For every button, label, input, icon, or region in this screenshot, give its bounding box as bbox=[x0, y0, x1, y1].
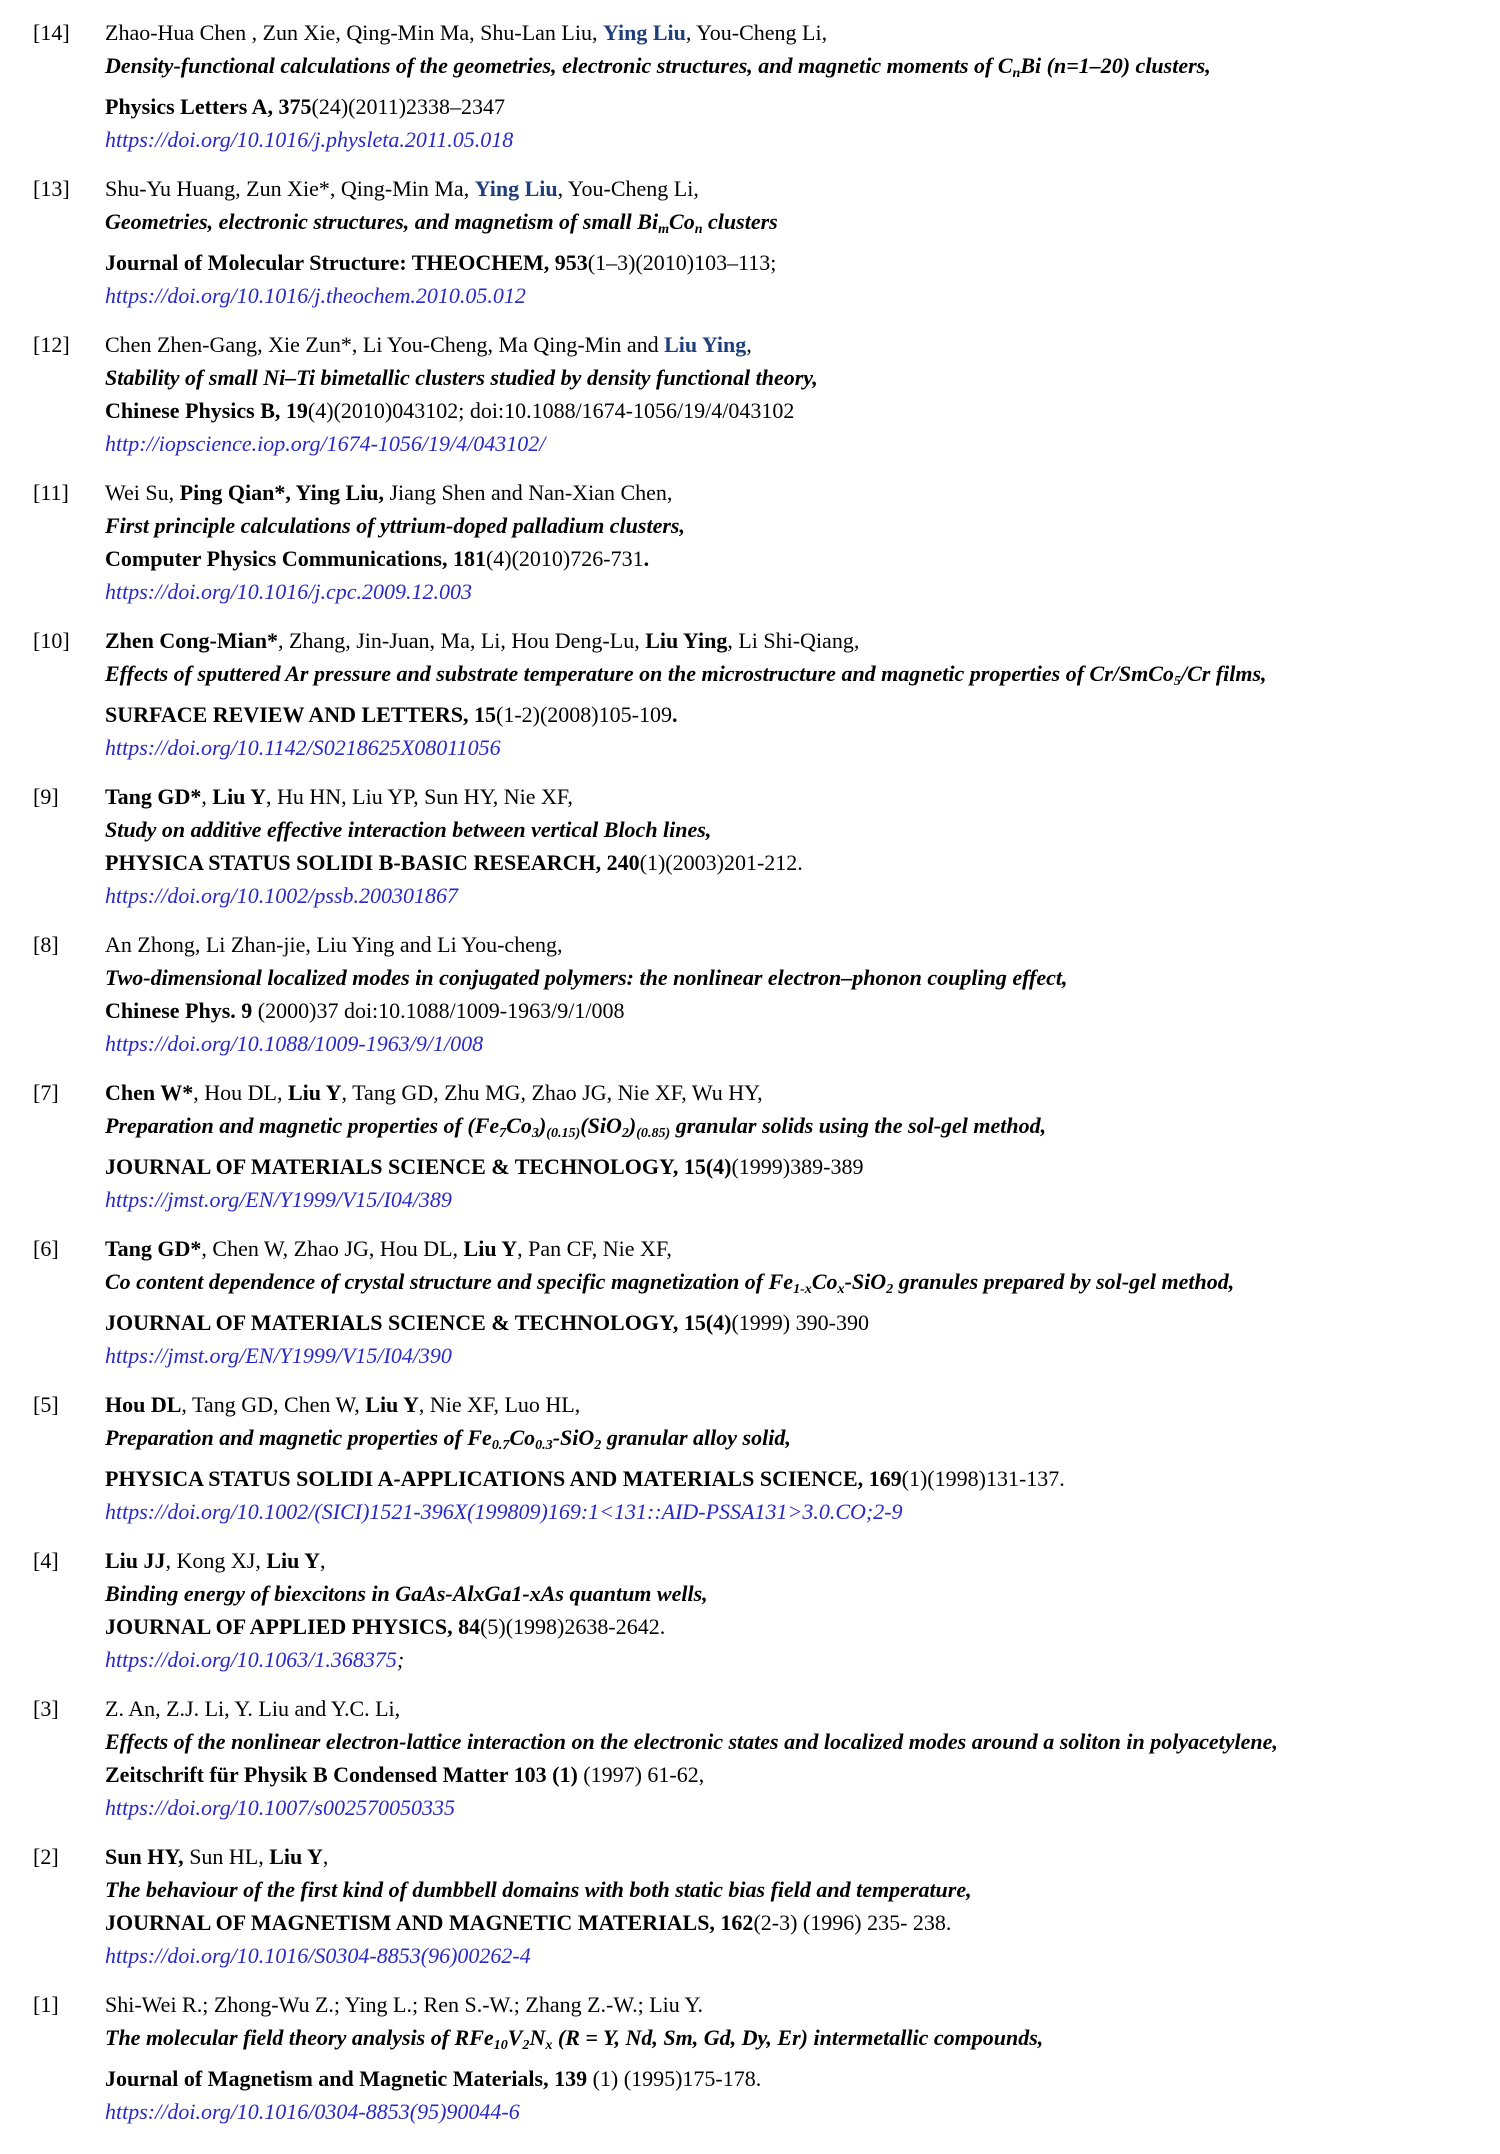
authors-segment: , bbox=[201, 783, 213, 809]
reference-number: [6] bbox=[33, 1235, 59, 1261]
authors-segment: Ying Liu bbox=[602, 20, 686, 45]
journal-segment: . bbox=[671, 701, 678, 727]
authors-segment: Zhen Cong-Mian* bbox=[105, 627, 278, 653]
title-line bbox=[105, 361, 1490, 394]
reference-body bbox=[105, 1544, 1490, 1676]
authors-segment: , Chen W, Zhao JG, Hou DL, bbox=[201, 1235, 464, 1261]
reference-item bbox=[33, 1840, 1490, 1972]
journal-line bbox=[105, 1906, 1490, 1939]
title-segment: 2 bbox=[886, 1280, 894, 1297]
journal-line bbox=[105, 1758, 1490, 1791]
journal-segment: (1997) 61-62, bbox=[577, 1761, 705, 1787]
title-segment: Geometries, electronic structures, and magnetism of small Bi bbox=[105, 208, 659, 234]
title-line bbox=[105, 1265, 1490, 1306]
journal-segment: Zeitschrift für Physik B Condensed Matter 103 (1) bbox=[105, 1761, 578, 1787]
link-line bbox=[105, 1939, 1490, 1972]
title-segment: -SiO bbox=[552, 1424, 595, 1450]
authors-segment: Liu Y bbox=[212, 783, 266, 809]
doi-link[interactable]: https://doi.org/10.1016/j.theochem.2010.05.012 bbox=[105, 282, 526, 308]
journal-segment: (2000)37 doi:10.1088/1009-1963/9/1/008 bbox=[252, 997, 625, 1023]
authors-segment: Liu Ying bbox=[664, 331, 747, 357]
link-line bbox=[105, 1495, 1490, 1528]
reference-item bbox=[33, 624, 1490, 764]
authors-segment: , bbox=[746, 331, 752, 357]
link-line bbox=[105, 879, 1490, 912]
authors-segment: Shu-Yu Huang, Zun Xie*, Qing-Min Ma, bbox=[105, 175, 475, 201]
title-segment: 2 bbox=[594, 1436, 602, 1453]
reference-body bbox=[105, 172, 1490, 312]
title-segment: Co bbox=[811, 1268, 838, 1294]
doi-link[interactable]: https://doi.org/10.1016/0304-8853(95)90044-6 bbox=[105, 2098, 520, 2124]
journal-segment: PHYSICA STATUS SOLIDI B-BASIC RESEARCH, 240 bbox=[105, 849, 640, 875]
authors-segment: Jiang Shen and Nan-Xian Chen, bbox=[384, 479, 673, 505]
authors-segment: , Pan CF, Nie XF, bbox=[517, 1235, 672, 1261]
title-segment: First principle calculations of yttrium-doped palladium clusters, bbox=[105, 512, 685, 538]
title-segment: ) bbox=[538, 1112, 547, 1138]
title-line bbox=[105, 1577, 1490, 1610]
reference-list bbox=[33, 16, 1490, 2128]
authors-segment: , Hu HN, Liu YP, Sun HY, Nie XF, bbox=[265, 783, 573, 809]
authors-segment: Z. An, Z.J. Li, Y. Liu and Y.C. Li, bbox=[105, 1695, 401, 1721]
doi-link[interactable]: https://jmst.org/EN/Y1999/V15/I04/390 bbox=[105, 1342, 452, 1368]
doi-link[interactable]: http://iopscience.iop.org/1674-1056/19/4/043102/ bbox=[105, 430, 546, 456]
title-line bbox=[105, 1421, 1490, 1462]
authors-segment: Liu Ying bbox=[645, 627, 728, 653]
title-line bbox=[105, 205, 1490, 246]
authors-line bbox=[105, 780, 1490, 813]
reference-body bbox=[105, 624, 1490, 764]
authors-segment: Liu Y bbox=[287, 1079, 342, 1105]
title-segment: Preparation and magnetic properties of (Fe bbox=[105, 1112, 500, 1138]
reference-item bbox=[33, 780, 1490, 912]
journal-line bbox=[105, 542, 1490, 575]
reference-item bbox=[33, 1988, 1490, 2128]
authors-segment: , bbox=[322, 1843, 329, 1869]
journal-segment: (5)(1998)2638-2642. bbox=[480, 1613, 666, 1639]
journal-segment: Computer Physics Communications, 181 bbox=[105, 545, 486, 571]
link-line bbox=[105, 1791, 1490, 1824]
journal-line bbox=[105, 1462, 1490, 1495]
title-segment: Stability of small Ni–Ti bimetallic clusters studied by density functional theory, bbox=[105, 364, 818, 390]
link-line bbox=[105, 575, 1490, 608]
reference-number: [13] bbox=[33, 175, 70, 201]
title-segment: 7 bbox=[499, 1124, 507, 1141]
journal-line bbox=[105, 1610, 1490, 1643]
authors-line bbox=[105, 1544, 1490, 1577]
journal-segment: (4)(2010)043102; doi:10.1088/1674-1056/19/4/043102 bbox=[307, 397, 795, 423]
title-segment: The molecular field theory analysis of RFe bbox=[105, 2024, 494, 2050]
title-line bbox=[105, 49, 1490, 90]
title-segment: Study on additive effective interaction between vertical Bloch lines, bbox=[105, 816, 712, 842]
title-segment: n bbox=[694, 220, 703, 237]
link-line bbox=[105, 2095, 1490, 2128]
reference-item bbox=[33, 328, 1490, 460]
reference-body bbox=[105, 1840, 1490, 1972]
reference-body bbox=[105, 1988, 1490, 2128]
title-segment: granules prepared by sol-gel method, bbox=[893, 1268, 1235, 1294]
doi-link[interactable]: https://doi.org/10.1016/j.cpc.2009.12.003 bbox=[105, 578, 473, 604]
title-line bbox=[105, 657, 1490, 698]
title-line bbox=[105, 961, 1490, 994]
reference-body bbox=[105, 1692, 1490, 1824]
journal-line bbox=[105, 846, 1490, 879]
authors-segment: Liu Y bbox=[463, 1235, 518, 1261]
authors-segment: Hou DL bbox=[105, 1391, 182, 1417]
reference-body bbox=[105, 476, 1490, 608]
reference-number: [8] bbox=[33, 931, 59, 957]
journal-segment: (2-3) (1996) 235- 238. bbox=[753, 1909, 952, 1935]
journal-segment: (4)(2010)726-731 bbox=[485, 545, 644, 571]
title-segment: N bbox=[529, 2024, 546, 2050]
authors-line bbox=[105, 16, 1490, 49]
title-segment: granular alloy solid, bbox=[601, 1424, 791, 1450]
title-segment: 2 bbox=[522, 2036, 530, 2053]
authors-line bbox=[105, 1232, 1490, 1265]
authors-line bbox=[105, 1692, 1490, 1725]
title-segment: x bbox=[837, 1280, 845, 1297]
authors-segment: , You-Cheng Li, bbox=[685, 20, 828, 45]
reference-body bbox=[105, 1076, 1490, 1216]
title-line bbox=[105, 813, 1490, 846]
journal-segment: (1)(1998)131-137. bbox=[901, 1465, 1065, 1491]
authors-segment: Shi-Wei R.; Zhong-Wu Z.; Ying L.; Ren S.-W.; Zhang Z.-W.; Liu Y. bbox=[105, 1991, 704, 2017]
authors-line bbox=[105, 624, 1490, 657]
link-line bbox=[105, 1027, 1490, 1060]
authors-line bbox=[105, 1076, 1490, 1109]
title-segment: Preparation and magnetic properties of Fe bbox=[105, 1424, 492, 1450]
journal-line bbox=[105, 2062, 1490, 2095]
title-segment: Co bbox=[669, 208, 695, 234]
authors-segment: Chen W* bbox=[105, 1079, 194, 1105]
journal-segment: PHYSICA STATUS SOLIDI A-APPLICATIONS AND MATERIALS SCIENCE, 169 bbox=[105, 1465, 902, 1491]
journal-segment: (24)(2011)2338–2347 bbox=[311, 93, 506, 119]
authors-segment: Liu Y bbox=[365, 1391, 419, 1417]
title-segment: /Cr films, bbox=[1180, 660, 1267, 686]
authors-segment: Liu JJ bbox=[105, 1547, 166, 1573]
doi-link[interactable]: https://doi.org/10.1007/s002570050335 bbox=[105, 1794, 455, 1820]
title-segment: Co bbox=[506, 1112, 532, 1138]
reference-number: [11] bbox=[33, 479, 69, 505]
title-segment: Co bbox=[509, 1424, 536, 1450]
authors-segment: Liu Y bbox=[269, 1843, 323, 1869]
journal-line bbox=[105, 994, 1490, 1027]
title-segment: V bbox=[507, 2024, 523, 2050]
title-segment: m bbox=[658, 220, 670, 237]
reference-number: [3] bbox=[33, 1695, 59, 1721]
doi-link[interactable]: https://doi.org/10.1088/1009-1963/9/1/008 bbox=[105, 1030, 484, 1056]
journal-line bbox=[105, 698, 1490, 731]
authors-segment: , Tang GD, Chen W, bbox=[181, 1391, 366, 1417]
authors-segment: , Nie XF, Luo HL, bbox=[418, 1391, 581, 1417]
title-segment: (0.15) bbox=[546, 1124, 581, 1141]
title-segment: ) bbox=[628, 1112, 637, 1138]
authors-segment: , Kong XJ, bbox=[165, 1547, 267, 1573]
title-segment: 0.7 bbox=[491, 1436, 510, 1453]
doi-link[interactable]: https://doi.org/10.1142/S0218625X08011056 bbox=[105, 734, 501, 760]
reference-body bbox=[105, 1232, 1490, 1372]
journal-segment: Journal of Magnetism and Magnetic Materials, 139 bbox=[105, 2065, 588, 2091]
reference-number: [14] bbox=[33, 20, 70, 45]
journal-line bbox=[105, 1306, 1490, 1339]
journal-segment: (1)(2003)201-212. bbox=[639, 849, 803, 875]
journal-segment: . bbox=[643, 545, 650, 571]
reference-number: [7] bbox=[33, 1079, 59, 1105]
title-segment: n bbox=[1012, 64, 1021, 81]
link-line bbox=[105, 1339, 1490, 1372]
title-segment: Co content dependence of crystal structure and specific magnetization of Fe bbox=[105, 1268, 794, 1294]
title-segment: Bi (n=1–20) clusters, bbox=[1020, 53, 1211, 78]
authors-line bbox=[105, 1840, 1490, 1873]
title-segment: granular solids using the sol-gel method, bbox=[670, 1112, 1047, 1138]
title-line bbox=[105, 1725, 1490, 1758]
reference-number: [10] bbox=[33, 627, 70, 653]
doi-link[interactable]: https://doi.org/10.1002/(SICI)1521-396X(199809)169:1<131::AID-PSSA131>3.0.CO;2-9 bbox=[105, 1498, 903, 1524]
link-line bbox=[105, 427, 1490, 460]
authors-segment: Tang GD* bbox=[105, 783, 202, 809]
journal-line bbox=[105, 394, 1490, 427]
authors-segment: , Zhang, Jin-Juan, Ma, Li, Hou Deng-Lu, bbox=[277, 627, 646, 653]
authors-segment: , Tang GD, Zhu MG, Zhao JG, Nie XF, Wu HY, bbox=[341, 1079, 763, 1105]
reference-body bbox=[105, 328, 1490, 460]
title-segment: 5 bbox=[1173, 672, 1181, 689]
doi-link[interactable]: https://doi.org/10.1016/S0304-8853(96)00262-4 bbox=[105, 1942, 531, 1968]
reference-body bbox=[105, 1388, 1490, 1528]
reference-item bbox=[33, 1076, 1490, 1216]
reference-body bbox=[105, 780, 1490, 912]
link-line bbox=[105, 1643, 1490, 1676]
reference-item bbox=[33, 476, 1490, 608]
authors-line bbox=[105, 928, 1490, 961]
reference-number: [9] bbox=[33, 783, 59, 809]
reference-number: [5] bbox=[33, 1391, 59, 1417]
title-segment: 10 bbox=[493, 2036, 508, 2053]
link-line bbox=[105, 731, 1490, 764]
authors-line bbox=[105, 476, 1490, 509]
authors-line bbox=[105, 1988, 1490, 2021]
link-line bbox=[105, 279, 1490, 312]
link-suffix: ; bbox=[396, 1646, 405, 1672]
authors-segment: Wei Su, bbox=[105, 479, 180, 505]
journal-segment: (1-2)(2008)105-109 bbox=[496, 701, 672, 727]
authors-segment: An Zhong, Li Zhan-jie, Liu Ying and Li You-cheng, bbox=[105, 931, 563, 957]
journal-segment: (1999) 390-390 bbox=[731, 1309, 869, 1335]
title-segment: Effects of sputtered Ar pressure and substrate temperature on the microstructure and magnetic properties of Cr/SmCo bbox=[105, 660, 1174, 686]
journal-segment: Chinese Phys. 9 bbox=[105, 997, 253, 1023]
journal-segment: JOURNAL OF APPLIED PHYSICS, 84 bbox=[105, 1613, 481, 1639]
title-segment: Effects of the nonlinear electron-lattice interaction on the electronic states and localized modes around a soliton in polyacetylene, bbox=[105, 1728, 1278, 1754]
link-line bbox=[105, 123, 1490, 156]
authors-line bbox=[105, 328, 1490, 361]
doi-link[interactable]: https://doi.org/10.1016/j.physleta.2011.05.018 bbox=[105, 126, 514, 152]
journal-line bbox=[105, 1150, 1490, 1183]
title-segment: -SiO bbox=[844, 1268, 887, 1294]
authors-segment: Tang GD* bbox=[105, 1235, 202, 1261]
journal-segment: Physics Letters A, 375 bbox=[105, 93, 312, 119]
reference-number: [12] bbox=[33, 331, 70, 357]
reference-item bbox=[33, 1388, 1490, 1528]
journal-segment: JOURNAL OF MATERIALS SCIENCE & TECHNOLOGY, 15(4) bbox=[105, 1309, 732, 1335]
reference-item bbox=[33, 1692, 1490, 1824]
authors-segment: Sun HL, bbox=[183, 1843, 270, 1869]
doi-link[interactable]: https://jmst.org/EN/Y1999/V15/I04/389 bbox=[105, 1186, 452, 1212]
authors-segment: Ying Liu bbox=[474, 175, 558, 201]
authors-segment: , Hou DL, bbox=[193, 1079, 288, 1105]
title-segment: 1-x bbox=[793, 1280, 812, 1297]
title-segment: Density-functional calculations of the geometries, electronic structures, and magnetic moments of C bbox=[105, 53, 1013, 78]
authors-line bbox=[105, 172, 1490, 205]
reference-item bbox=[33, 172, 1490, 312]
reference-item bbox=[33, 928, 1490, 1060]
title-line bbox=[105, 1109, 1490, 1150]
journal-segment: (1–3)(2010)103–113; bbox=[587, 249, 777, 275]
journal-segment: JOURNAL OF MATERIALS SCIENCE & TECHNOLOGY, 15(4) bbox=[105, 1153, 732, 1179]
doi-link[interactable]: https://doi.org/10.1063/1.368375 bbox=[105, 1646, 397, 1672]
title-segment: x bbox=[545, 2036, 553, 2053]
title-line bbox=[105, 2021, 1490, 2062]
link-line bbox=[105, 1183, 1490, 1216]
authors-segment: Ping Qian*, Ying Liu, bbox=[179, 479, 384, 505]
title-segment: (SiO bbox=[580, 1112, 622, 1138]
authors-segment: Sun HY, bbox=[105, 1843, 184, 1869]
doi-link[interactable]: https://doi.org/10.1002/pssb.200301867 bbox=[105, 882, 459, 908]
reference-number: [4] bbox=[33, 1547, 59, 1573]
authors-segment: , bbox=[319, 1547, 326, 1573]
authors-segment: Chen Zhen-Gang, Xie Zun*, Li You-Cheng, Ma Qing-Min and bbox=[105, 331, 665, 357]
reference-number: [2] bbox=[33, 1843, 59, 1869]
title-line bbox=[105, 509, 1490, 542]
title-segment: 2 bbox=[621, 1124, 629, 1141]
authors-line bbox=[105, 1388, 1490, 1421]
journal-segment: SURFACE REVIEW AND LETTERS, 15 bbox=[105, 701, 496, 727]
journal-segment: Chinese Physics B, 19 bbox=[105, 397, 308, 423]
title-segment: clusters bbox=[702, 208, 778, 234]
title-segment: Binding energy of biexcitons in GaAs-AlxGa1-xAs quantum wells, bbox=[105, 1580, 708, 1606]
title-segment: Two-dimensional localized modes in conjugated polymers: the nonlinear electron–phonon coupling effect, bbox=[105, 964, 1068, 990]
reference-number: [1] bbox=[33, 1991, 59, 2017]
journal-segment: Journal of Molecular Structure: THEOCHEM, 953 bbox=[105, 249, 588, 275]
title-line bbox=[105, 1873, 1490, 1906]
authors-segment: Liu Y bbox=[266, 1547, 320, 1573]
reference-body bbox=[105, 928, 1490, 1060]
title-segment: 3 bbox=[531, 1124, 539, 1141]
authors-segment: , You-Cheng Li, bbox=[557, 175, 699, 201]
title-segment: The behaviour of the first kind of dumbbell domains with both static bias field and temperature, bbox=[105, 1876, 972, 1902]
reference-item bbox=[33, 1544, 1490, 1676]
authors-segment: Zhao-Hua Chen , Zun Xie, Qing-Min Ma, Shu-Lan Liu, bbox=[105, 20, 603, 45]
reference-item bbox=[33, 16, 1490, 156]
reference-item bbox=[33, 1232, 1490, 1372]
journal-segment: (1) (1995)175-178. bbox=[587, 2065, 762, 2091]
authors-segment: , Li Shi-Qiang, bbox=[727, 627, 860, 653]
journal-segment: JOURNAL OF MAGNETISM AND MAGNETIC MATERIALS, 162 bbox=[105, 1909, 754, 1935]
reference-body bbox=[105, 16, 1490, 156]
journal-line bbox=[105, 246, 1490, 279]
title-segment: (0.85) bbox=[636, 1124, 671, 1141]
journal-line bbox=[105, 90, 1490, 123]
title-segment: 0.3 bbox=[535, 1436, 553, 1453]
title-segment: (R = Y, Nd, Sm, Gd, Dy, Er) intermetallic compounds, bbox=[552, 2024, 1044, 2050]
journal-segment: (1999)389-389 bbox=[731, 1153, 864, 1179]
